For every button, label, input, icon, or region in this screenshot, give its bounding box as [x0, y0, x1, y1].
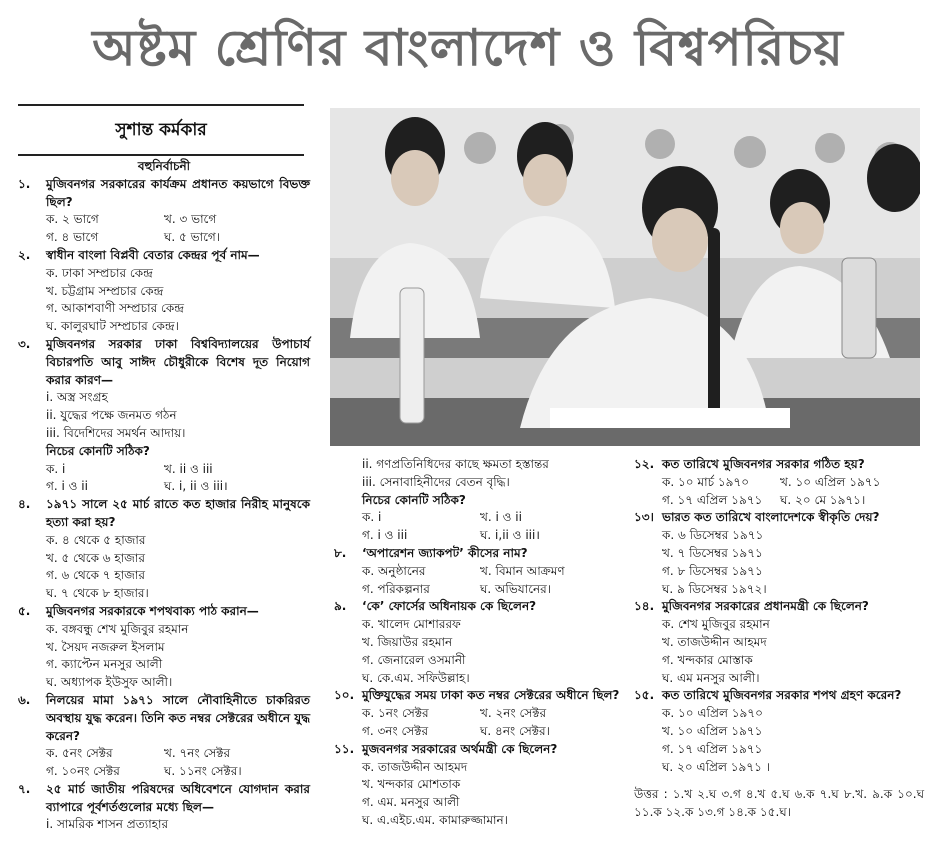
- option: ঘ. কে.এম. সফিউল্লাহ।: [362, 670, 470, 685]
- question-8: ৮. ‘অপারেশন জ্যাকপট’ কীসের নাম?: [334, 545, 528, 560]
- options-6: ক. ৫নং সেক্টর খ. ৭নং সেক্টর গ. ১০নং সেক্টর ঘ. ১১নং সেক্টর।: [46, 746, 242, 779]
- question-13: ১৩। ভারত কত তারিখে বাংলাদেশকে স্বীকৃতি দেয়?: [634, 510, 880, 525]
- option: গ. ১৭ এপ্রিল ১৯৭১: [662, 741, 763, 756]
- options-10: ক. ১নং সেক্টর খ. ২নং সেক্টর গ. ৩নং সেক্টর ঘ. ৪নং সেক্টর।: [362, 706, 550, 738]
- statement: i. সামরিক শাসন প্রত্যাহার: [46, 817, 169, 832]
- option: গ. ৮ ডিসেম্বর ১৯৭১: [662, 563, 763, 578]
- options-12: ক. ১০ মার্চ ১৯৭০ খ. ১০ এপ্রিল ১৯৭১ গ. ১৭ এপ্রিল ১৯৭১ ঘ. ২০ মে ১৯৭১।: [662, 474, 881, 507]
- options-1: ক. ২ ভাগে খ. ৩ ভাগে গ. ৪ ভাগে ঘ. ৫ ভাগে।: [46, 212, 221, 245]
- statement: i. অস্ত্র সংগ্রহ: [46, 390, 108, 405]
- option: খ. চট্টগ্রাম সম্প্রচার কেন্দ্র: [46, 283, 164, 298]
- which-correct: নিচের কোনটি সঠিক?: [46, 443, 150, 458]
- option: গ. জেনারেল ওসমানী: [362, 652, 466, 667]
- question-3: ৩. মুজিবনগর সরকার ঢাকা বিশ্ববিদ্যালয়ের উপাচার্য বিচারপতি আবু সাঈদ চৌধুরীকে বিশেষ দূত নিয়োগ করার কারণ—: [18, 336, 310, 387]
- students-exam-photo: [330, 108, 920, 446]
- option: ক. ৬ ডিসেম্বর ১৯৭১: [662, 528, 764, 543]
- statement: ii. গণপ্রতিনিধিদের কাছে ক্ষমতা হস্তান্তর: [362, 457, 549, 471]
- column-left: [18, 158, 310, 834]
- option: খ. ১০ এপ্রিল ১৯৭১: [662, 723, 763, 738]
- option: গ. ৬ থেকে ৭ হাজার: [46, 568, 145, 583]
- answer-key: উত্তর : ১.খ ২.ঘ ৩.গ ৪.খ ৫.ঘ ৬.ক ৭.ঘ ৮.খ. ৯.ক ১০.ঘ ১১.ক ১২.ক ১৩.গ ১৪.ক ১৫.ঘ।: [634, 787, 924, 820]
- author-name: সুশান্ত কর্মকার: [115, 120, 207, 140]
- option: ক. ১০ এপ্রিল ১৯৭০: [662, 706, 763, 721]
- option: খ. জিয়াউর রহমান: [362, 634, 453, 649]
- option: ঘ. ২০ এপ্রিল ১৯৭১ ।: [662, 759, 771, 774]
- option: খ. ৭ ডিসেম্বর ১৯৭১: [662, 545, 763, 560]
- question-7: ৭. ২৫ মার্চ জাতীয় পরিষদের অধিবেশনে যোগদান করার ব্যাপারে পূর্বশর্তগুলোর মধ্যে ছিল—: [18, 781, 310, 814]
- option: গ. আকাশবাণী সম্প্রচার কেন্দ্র: [46, 301, 184, 316]
- option: গ. ক্যাপ্টেন মনসুর আলী: [46, 657, 163, 672]
- option: ঘ. ৭ থেকে ৮ হাজার।: [46, 586, 149, 601]
- statement: iii. বিদেশিদের সমর্থন আদায়।: [46, 425, 186, 440]
- option: ঘ. এ.এইচ.এম. কামারুজ্জামান।: [362, 812, 508, 827]
- option: ঘ. এম মনসুর আলী।: [662, 670, 760, 685]
- option: খ. খন্দকার মোশতাক: [362, 777, 461, 792]
- question-10: ১০. মুক্তিযুদ্ধের সময় ঢাকা কত নম্বর সেক্টরের অধীনে ছিল?: [334, 688, 620, 703]
- option: গ. খন্দকার মোস্তাক: [662, 652, 753, 667]
- option: ক. শেখ মুজিবুর রহমান: [662, 617, 770, 632]
- section-title: বহুনির্বাচনী: [137, 159, 191, 173]
- options-3: ক. i খ. ii ও iii গ. i ও ii ঘ. i, ii ও iii।: [46, 461, 228, 494]
- option: খ. সৈয়দ নজরুল ইসলাম: [46, 639, 165, 654]
- question-5: ৫. মুজিবনগর সরকারকে শপথবাক্য পাঠ করান—: [18, 603, 259, 618]
- statement: ii. যুদ্ধের পক্ষে জনমত গঠন: [46, 408, 177, 423]
- option: ঘ. ৯ ডিসেম্বর ১৯৭২।: [662, 581, 767, 596]
- question-6: ৬. নিলয়ের মামা ১৯৭১ সালে নৌবাহিনীতে চাকরিরত অবস্থায় যুদ্ধ করেন। তিনি কত নম্বর সেক্টরের অধীনে যুদ্ধ করেন?: [18, 692, 310, 743]
- author-box: [18, 104, 304, 156]
- question-14: ১৪. মুজিবনগর সরকারের প্রধানমন্ত্রী কে ছিলেন?: [634, 599, 869, 614]
- column-right: [634, 456, 924, 822]
- column-middle: [334, 456, 626, 830]
- question-11: ১১. মুজবনগর সরকারের অর্থমন্ত্রী কে ছিলেন?: [334, 741, 558, 756]
- options-8: ক. অনুষ্ঠানের খ. বিমান আক্রমণ গ. পরিকল্পনার ঘ. অভিযানের।: [362, 563, 565, 596]
- option: ক. ৪ থেকে ৫ হাজার: [46, 532, 146, 547]
- question-2: ২. স্বাধীন বাংলা বিপ্লবী বেতার কেন্দ্রর পূর্ব নাম—: [18, 247, 260, 262]
- question-12: ১২. কত তারিখে মুজিবনগর সরকার গঠিত হয়?: [634, 457, 865, 471]
- option: ঘ. অধ্যাপক ইউসুফ আলী।: [46, 675, 173, 690]
- options-7: ক. i খ. i ও ii গ. i ও iii ঘ. i,ii ও iii।: [362, 510, 540, 543]
- option: ক. তাজউদ্দীন আহমদ: [362, 759, 468, 774]
- question-9: ৯. ‘কে’ ফোর্সের অধিনায়ক কে ছিলেন?: [334, 599, 537, 614]
- option: ক. বঙ্গবন্ধু শেখ মুজিবুর রহমান: [46, 621, 189, 636]
- option: ক. খালেদ মোশাররফ: [362, 617, 461, 632]
- option: খ. তাজউদ্দীন আহমদ: [662, 634, 767, 649]
- headline: অষ্টম শ্রেণির বাংলাদেশ ও বিশ্বপরিচয়: [92, 19, 844, 77]
- question-15: ১৫. কত তারিখে মুজিবনগর সরকার শপথ গ্রহণ করেন?: [634, 688, 902, 703]
- statement: iii. সেনাবাহিনীদের বেতন বৃদ্ধি।: [362, 474, 510, 489]
- question-1: ১. মুজিবনগর সরকারের কার্যক্রম প্রধানত কয়ভাগে বিভক্ত ছিল?: [18, 176, 310, 209]
- option: খ. ৫ থেকে ৬ হাজার: [46, 550, 145, 565]
- option: ক. ঢাকা সম্প্রচার কেন্দ্র: [46, 265, 153, 280]
- question-4: ৪. ১৯৭১ সালে ২৫ মার্চ রাতে কত হাজার নিরীহ মানুষকে হত্যা করা হয়?: [18, 497, 310, 529]
- which-correct: নিচের কোনটি সঠিক?: [362, 492, 466, 507]
- photo-illustration: [330, 108, 920, 446]
- option: ঘ. কালুরঘাট সম্প্রচার কেন্দ্র।: [46, 319, 179, 334]
- option: গ. এম. মনসুর আলী: [362, 795, 460, 810]
